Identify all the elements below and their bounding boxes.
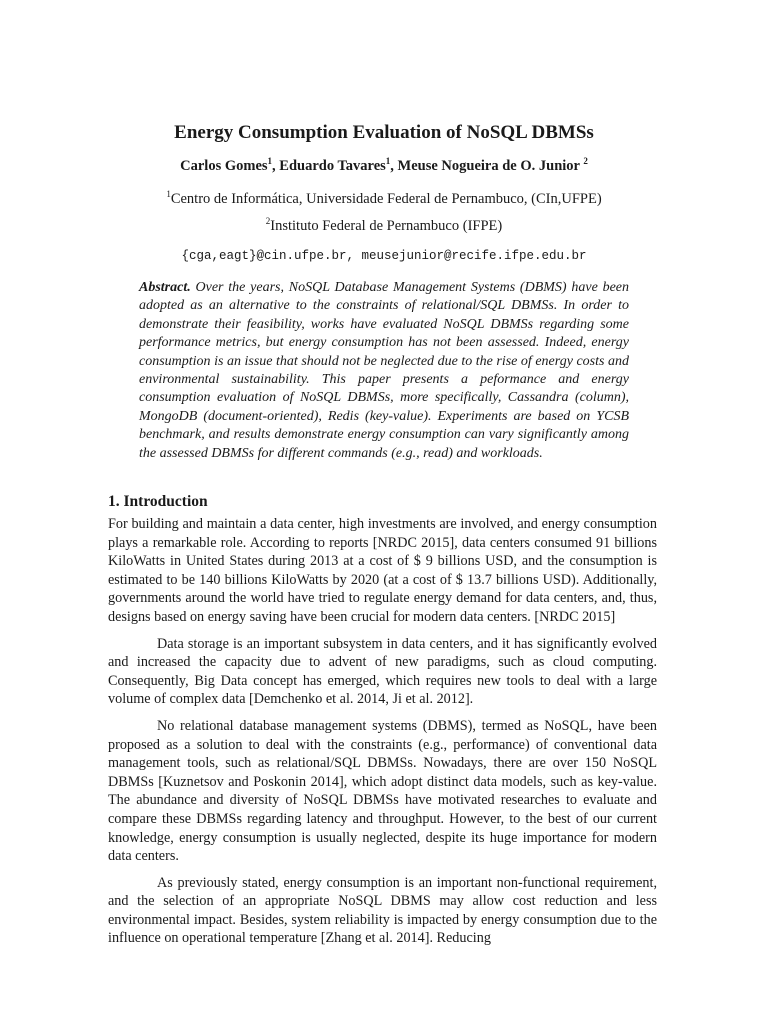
abstract-text: Over the years, NoSQL Database Management Systems (DBMS) have been adopted as an alternative to the constraints of relational/SQL DBMSs. In order to demonstrate their feasibility, works have evaluated NoSQL DBMSs regarding some performance metrics, but energy consumption has not been assessed. Indeed, energy consumption is an issue that should not be neglected due to the rise of energy costs and environmental sustainability. This paper presents a peformance and energy consumption evaluation of NoSQL DBMSs, more specifically, Cassandra (column), MongoDB (document-oriented), Redis (key-value). Experiments are based on YCSB benchmark, and results demonstrate energy consumption can vary significantly among the assessed DBMSs for different commands (e.g., read) and workloads. bbox=[139, 280, 629, 461]
author-name: Eduardo Tavares bbox=[279, 158, 386, 174]
affiliation-number: 1 bbox=[166, 189, 171, 200]
affiliation-1 bbox=[0, 191, 768, 208]
author-emails: {cga,eagt}@cin.ufpe.br, meusejunior@recife.ifpe.edu.br bbox=[181, 249, 587, 263]
author-name: Carlos Gomes bbox=[180, 158, 268, 174]
introduction-body bbox=[108, 515, 657, 956]
author-name: Meuse Nogueira de O. Junior bbox=[397, 158, 580, 174]
body-paragraph: As previously stated, energy consumption is an important non-functional requirement, and the selection of an appropriate NoSQL DBMS may allow cost reduction and less environmental impact. Besides, system reliability is impacted by energy consumption due to the influence on operational temperature [Zhang et al. 2014]. Reducing bbox=[108, 874, 657, 947]
paper-title: Energy Consumption Evaluation of NoSQL DBMSs bbox=[174, 122, 594, 143]
section-heading-introduction: 1. Introduction bbox=[108, 493, 208, 510]
author-list: Carlos Gomes$^1$, Eduardo Tavares$^1$, Meuse Nogueira de O. Junior $^2$ bbox=[180, 156, 588, 174]
abstract-label: Abstract. bbox=[139, 280, 191, 295]
body-paragraph: For building and maintain a data center, high investments are involved, and energy consumption plays a remarkable role. According to reports [NRDC 2015], data centers consumed 91 billions KiloWatts in United States during 2013 at a cost of $ 9 billions USD, and the consumption is estimated to be 140 billions KiloWatts by 2020 (at a cost of $ 13.7 billions USD). Additionally, governments around the world have tried to regulate energy demand for data centers, and, thus, designs based on energy saving have been crucial for modern data centers. [NRDC 2015] bbox=[108, 516, 657, 625]
body-paragraph: No relational database management systems (DBMS), termed as NoSQL, have been proposed as a solution to deal with the constraints (e.g., performance) of conventional data management tools, such as relational/SQL DBMSs. Nowadays, there are over 150 NoSQL DBMSs [Kuznetsov and Poskonin 2014], which adopt distinct data models, such as key-value. The abundance and diversity of NoSQL DBMSs have motivated researches to evaluate and compare these DBMSs regarding latency and throughput. However, to the best of our current knowledge, energy consumption is usually neglected, despite its huge importance for modern data centers. bbox=[108, 717, 657, 865]
body-paragraph: Data storage is an important subsystem in data centers, and it has significantly evolved and increased the capacity due to advent of new paradigms, such as cloud computing. Consequently, Big Data concept has emerged, which requires new tools to deal with a large volume of complex data [Demchenko et al. 2014, Ji et al. 2012]. bbox=[108, 635, 657, 708]
affiliation-text: Instituto Federal de Pernambuco (IFPE) bbox=[270, 218, 503, 234]
author-affiliation-mark: 1 bbox=[267, 156, 273, 167]
author-affiliation-mark: 2 bbox=[583, 156, 588, 167]
author-affiliation-mark: 1 bbox=[385, 156, 391, 167]
affiliation-2 bbox=[0, 218, 768, 235]
affiliation-text: Centro de Informática, Universidade Federal de Pernambuco, (CIn,UFPE) bbox=[170, 191, 602, 207]
abstract bbox=[139, 279, 629, 463]
affiliation-number: 2 bbox=[265, 216, 271, 227]
